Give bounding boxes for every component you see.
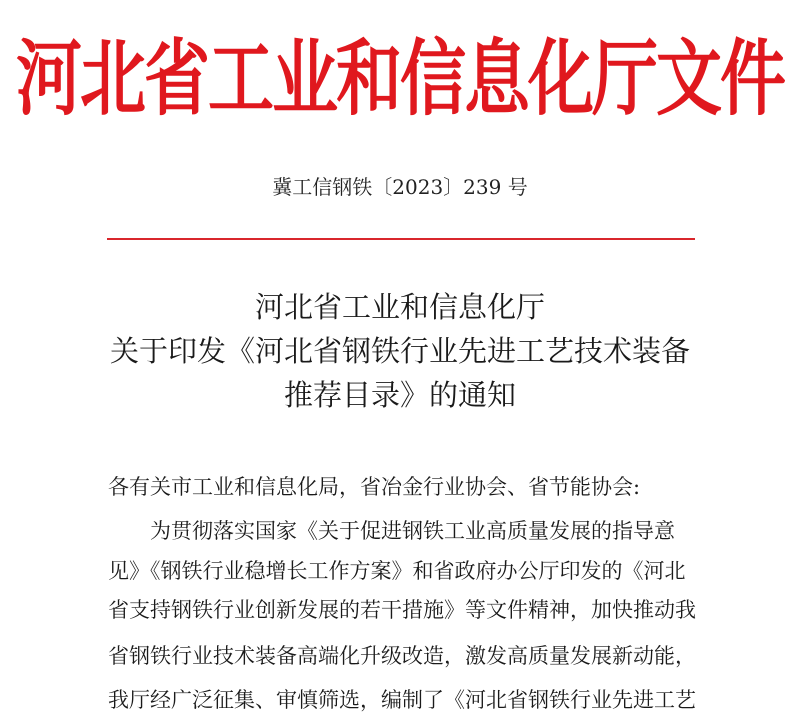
subject-line-1: 河北省工业和信息化厅 bbox=[254, 290, 545, 324]
salutation: 各有关市工业和信息化局，省冶金行业协会、省节能协会: bbox=[108, 475, 641, 499]
body-line: 为贯彻落实国家《关于促进钢铁工业高质量发展的指导意 bbox=[150, 519, 675, 543]
document-number: 冀工信钢铁〔2023〕239 号 bbox=[272, 175, 528, 199]
body-line: 见》《钢铁行业稳增长工作方案》和省政府办公厅印发的《河北 bbox=[108, 559, 686, 583]
red-divider-line bbox=[107, 238, 695, 240]
body-line: 省钢铁行业技术装备高端化升级改造，激发高质量发展新动能， bbox=[108, 644, 696, 668]
body-line: 我厅经广泛征集、审慎筛选，编制了《河北省钢铁行业先进工艺 bbox=[108, 688, 696, 712]
document-subject bbox=[0, 285, 800, 417]
issuer-header-title: 河北省工业和信息化厅文件 bbox=[16, 29, 784, 127]
subject-line-3: 推荐目录》的通知 bbox=[283, 378, 516, 412]
body-line: 省支持钢铁行业创新发展的若干措施》等文件精神，加快推动我 bbox=[108, 598, 696, 622]
subject-line-2: 关于印发《河北省钢铁行业先进工艺技术装备 bbox=[109, 334, 690, 368]
